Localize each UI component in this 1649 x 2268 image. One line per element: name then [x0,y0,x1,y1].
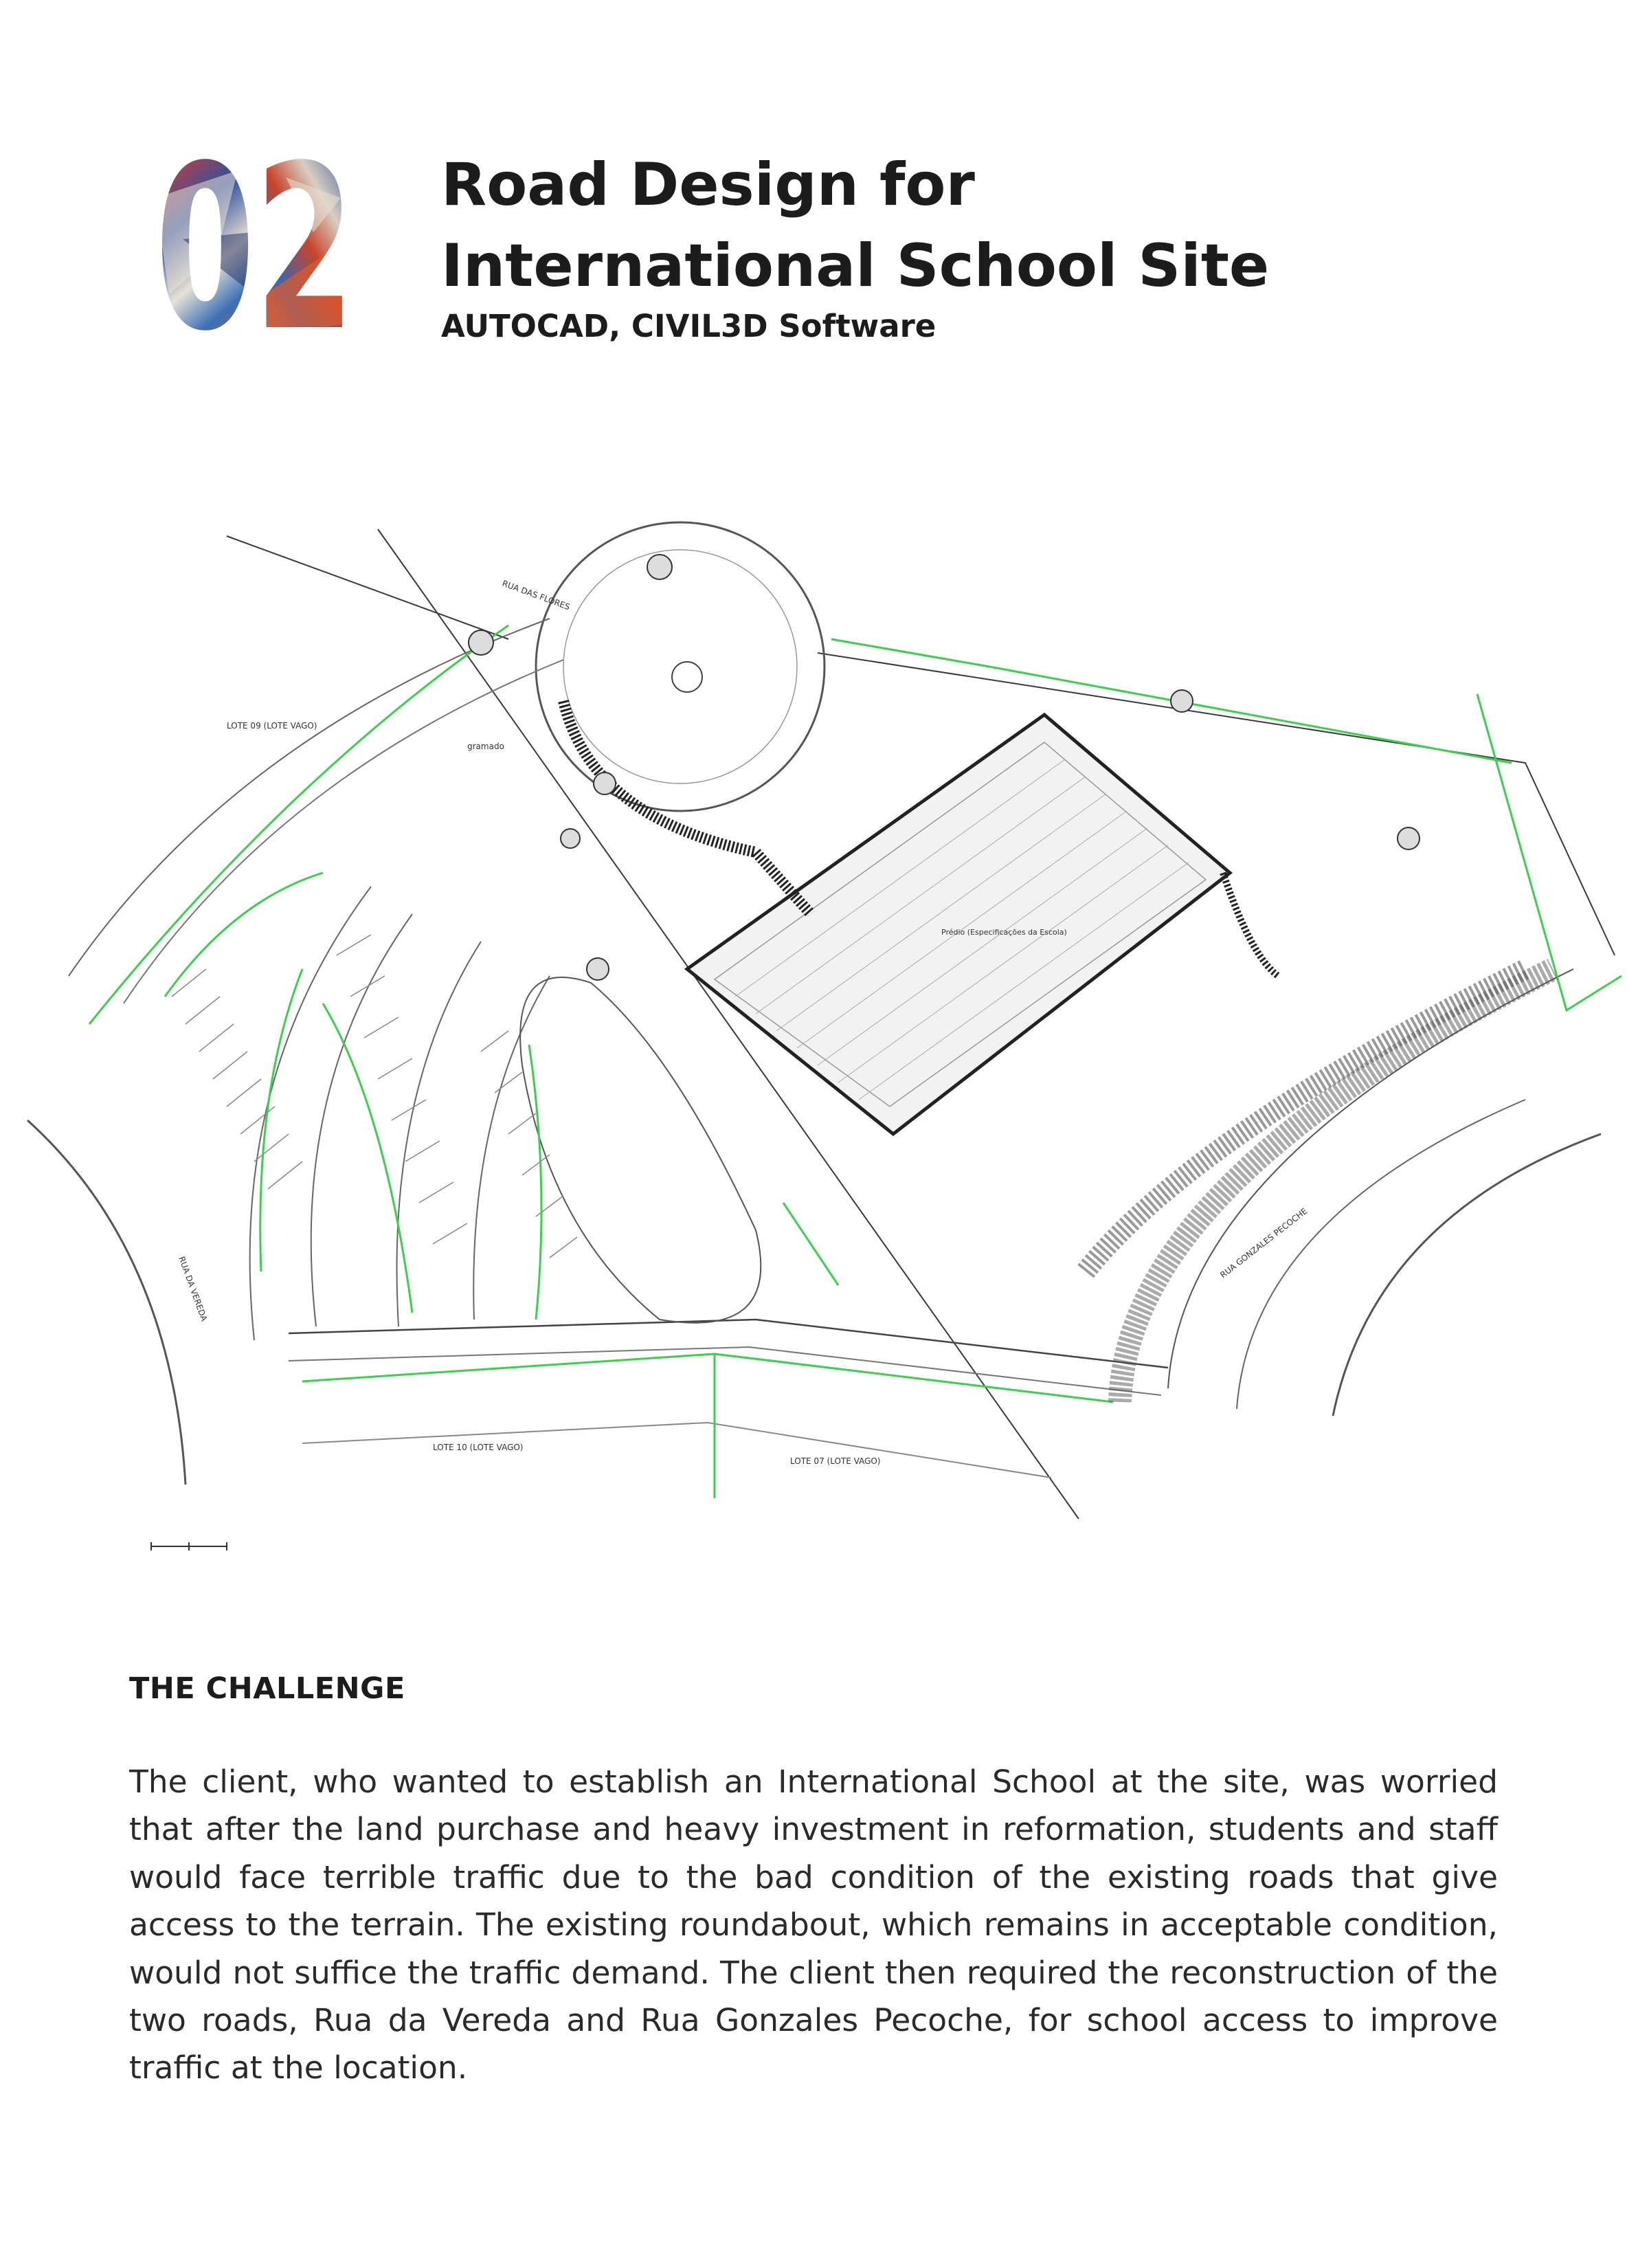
svg-text:gramado: gramado [467,742,504,751]
svg-text:RUA DAS FLORES: RUA DAS FLORES [500,578,572,612]
challenge-body: The client, who wanted to establish an International School at the site, was worried that after the land purchase and heavy investment in reformation, students and staff would face terrible traffic due to the bad condition of the existing roads that give access to the terrain. The existing roundabout, which remains in acceptable condition, would not suffice the traffic demand. The client then required the reconstruction of the two roads, Rua da Vereda and Rua Gonzales Pecoche, for school access to improve traffic at the location. [129,1764,1498,2087]
site-plan-drawing [27,529,1628,1553]
site-plan-svg [27,529,1628,1553]
page-subtitle: AUTOCAD, CIVIL3D Software [441,308,936,344]
svg-text:LOTE 09 (LOTE VAGO): LOTE 09 (LOTE VAGO) [227,721,317,731]
svg-text:Prédio (Especificações da Esco: Prédio (Especificações da Escola) [941,928,1067,937]
section-number [155,157,361,335]
page-title [441,144,1269,307]
title-line-2: International School Site [441,232,1270,300]
svg-text:RUA GONZALES PECOCHE: RUA GONZALES PECOCHE [1218,1205,1310,1280]
svg-text:LOTE 10 (LOTE VAGO): LOTE 10 (LOTE VAGO) [433,1443,524,1452]
svg-text:RUA DA VEREDA: RUA DA VEREDA [177,1255,210,1323]
school-building [687,715,1230,1134]
svg-text:LOTE 07 (LOTE VAGO): LOTE 07 (LOTE VAGO) [790,1456,881,1466]
title-line-1: Road Design for [441,151,975,219]
section-number-graphic [155,157,361,335]
challenge-heading: THE CHALLENGE [129,1671,405,1706]
